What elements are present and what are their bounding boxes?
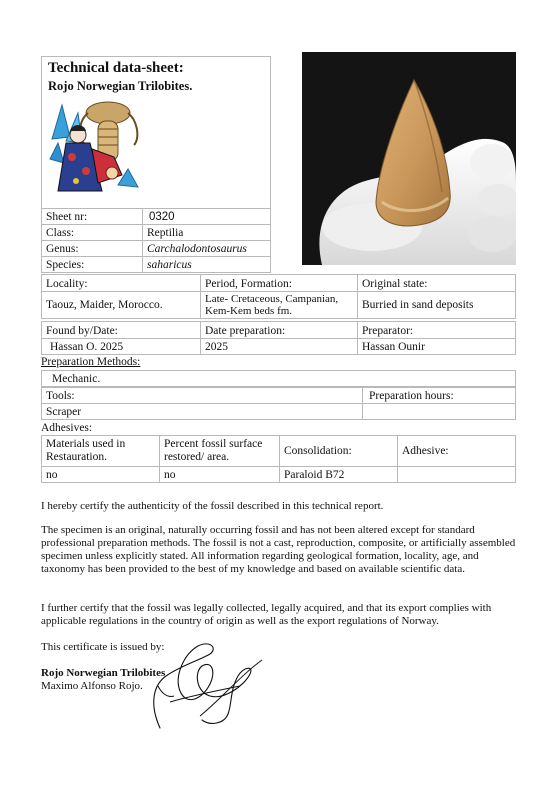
legal-export-paragraph: I further certify that the fossil was legally collected, legally acquired, and that its export complies with applicable regulations in the country of origin as well as the export regulations of Norway. <box>41 602 492 627</box>
issued-by-label: This certificate is issued by: <box>41 641 165 653</box>
header-box <box>41 56 271 209</box>
found-by-label: Found by/Date: <box>41 321 201 339</box>
adhesive-label: Adhesive: <box>397 435 516 467</box>
preparator-label: Preparator: <box>357 321 516 339</box>
date-preparation-label: Date preparation: <box>200 321 358 339</box>
original-state-value: Burried in sand deposits <box>357 291 516 319</box>
page-subtitle: Rojo Norwegian Trilobites. <box>48 79 193 93</box>
issuer-company: Rojo Norwegian Trilobites <box>41 667 166 679</box>
sheet-nr-label: Sheet nr: <box>41 208 143 225</box>
class-label: Class: <box>41 224 143 241</box>
trilobite-logo-illustration <box>48 99 148 199</box>
period-label: Period, Formation: <box>200 274 358 292</box>
tools-label: Tools: <box>41 387 363 404</box>
locality-label: Locality: <box>41 274 201 292</box>
materials-value: no <box>41 466 160 483</box>
species-value: saharicus <box>142 256 271 273</box>
sheet-nr-value: 0320 <box>142 208 271 225</box>
preparation-methods-value: Mechanic. <box>41 370 516 387</box>
adhesive-value <box>397 466 516 483</box>
materials-label: Materials used in Restauration. <box>41 435 160 467</box>
issuer-person: Maximo Alfonso Rojo. <box>41 680 143 692</box>
percent-restored-value: no <box>159 466 280 483</box>
preparation-methods-heading: Preparation Methods: <box>41 356 141 368</box>
fossil-tooth-image <box>302 52 516 265</box>
consolidation-label: Consolidation: <box>279 435 398 467</box>
specimen-authenticity-paragraph: The specimen is an original, naturally occurring fossil and has not been altered except for standard professional preparation methods. The fossil is not a cast, reproduction, composite, or artificially assembled specimen unless explicitly stated. All information regarding geological formation, locality, age, and taxonomy has been provided to the best of my knowledge and based on available scientific data. <box>41 524 516 575</box>
class-value: Reptilia <box>142 224 271 241</box>
percent-restored-label: Percent fossil surface restored/ area. <box>159 435 280 467</box>
genus-value: Carchalodontosaurus <box>142 240 271 257</box>
date-preparation-value: 2025 <box>200 338 358 355</box>
adhesives-heading: Adhesives: <box>41 422 93 434</box>
preparation-hours-value <box>362 403 516 420</box>
genus-label: Genus: <box>41 240 143 257</box>
preparation-hours-label: Preparation hours: <box>362 387 516 404</box>
consolidation-value: Paraloid B72 <box>279 466 398 483</box>
period-value: Late- Cretaceous, Campanian, Kem-Kem beds fm. <box>200 291 358 319</box>
locality-value: Taouz, Maider, Morocco. <box>41 291 201 319</box>
original-state-label: Original state: <box>357 274 516 292</box>
tools-value: Scraper <box>41 403 363 420</box>
page-title: Technical data-sheet: <box>48 60 184 76</box>
species-label: Species: <box>41 256 143 273</box>
found-by-value: Hassan O. 2025 <box>41 338 201 355</box>
certification-statement: I hereby certify the authenticity of the fossil described in this technical report. <box>41 500 384 512</box>
handwritten-signature <box>140 636 270 731</box>
preparator-value: Hassan Ounir <box>357 338 516 355</box>
fossil-photo <box>302 52 516 265</box>
